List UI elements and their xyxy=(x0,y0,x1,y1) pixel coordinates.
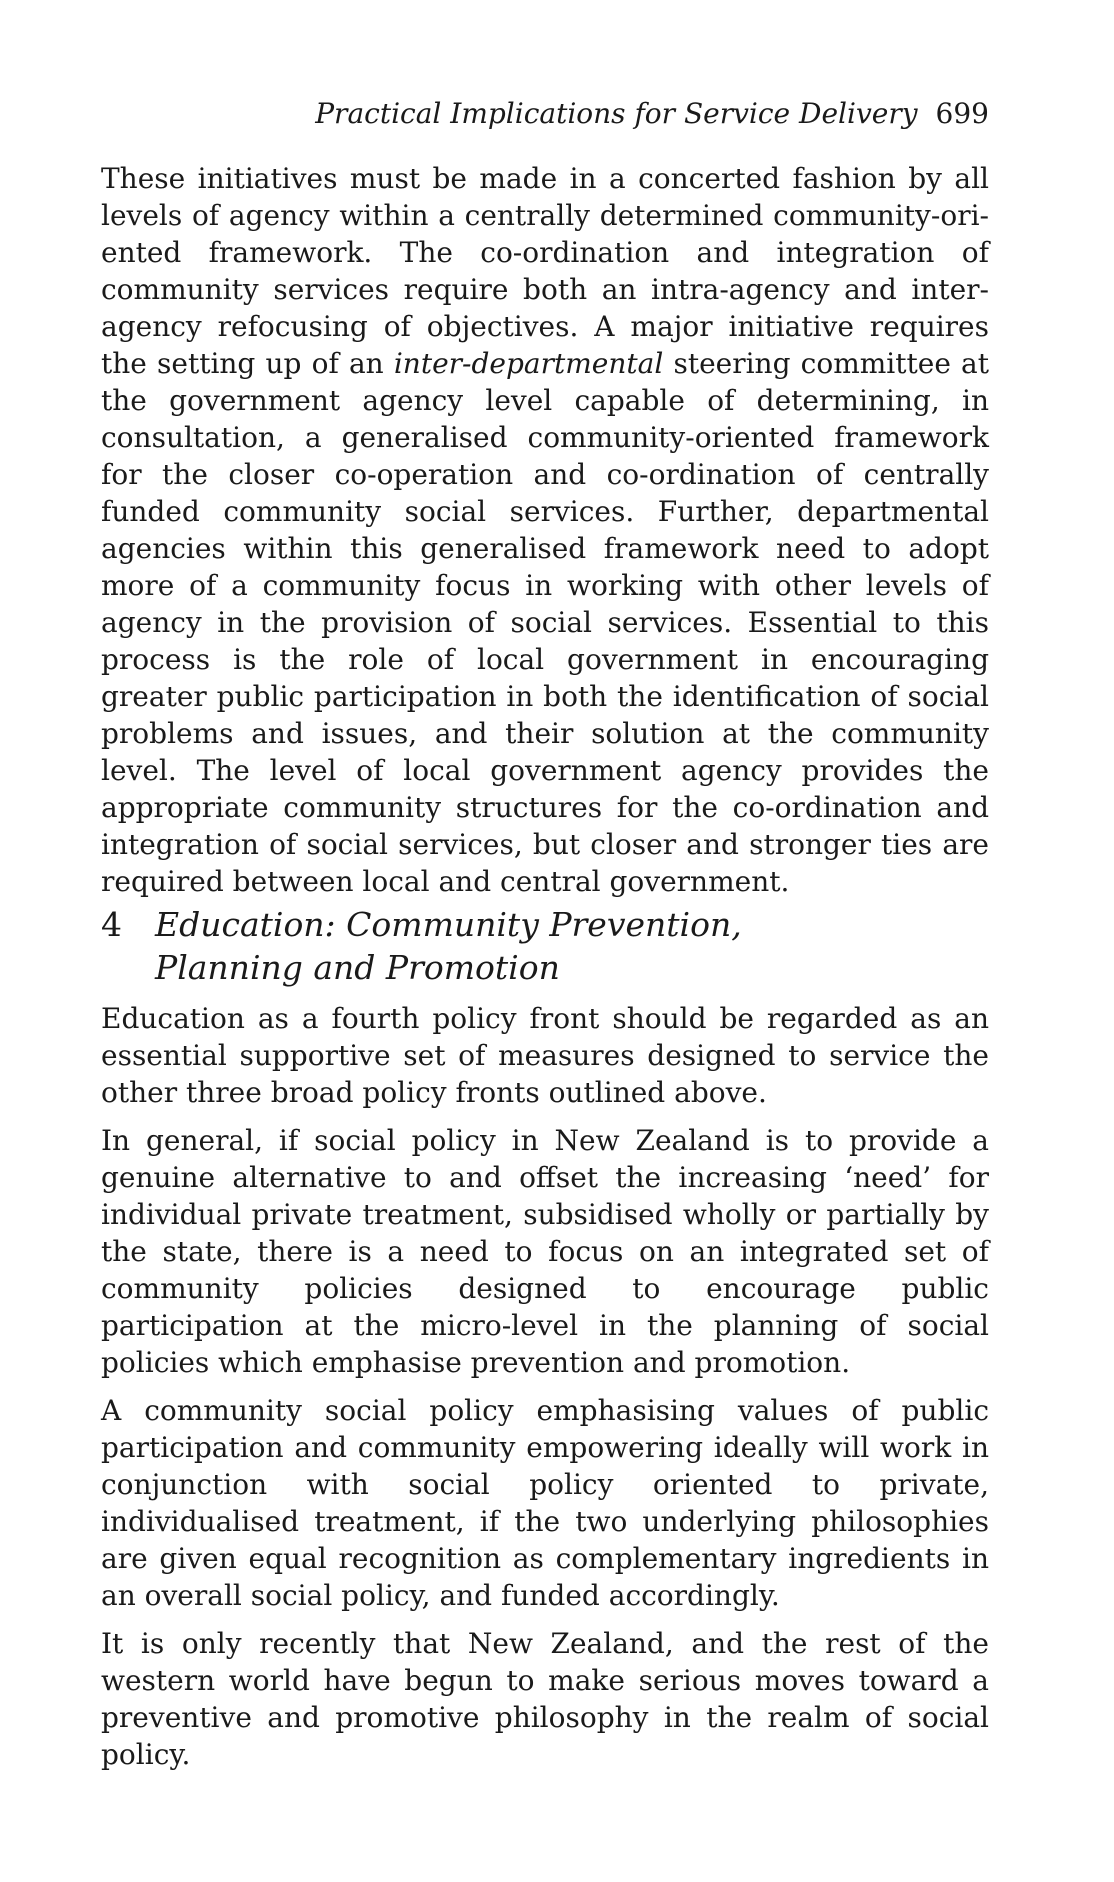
paragraph-text: steering committee at the government agency level capable of determining, in consultation, a generalised community-oriented framework for the closer co-operation and co-ordination of centrally funded community social services. Further, departmental agencies within this generalised framework need to adopt more of a community focus in working with other levels of agency in the provision of social services. Essential to this process is the role of local government in encouraging greater public participation in both the identification of social problems and issues, and their solution at the community level. The level of local government agency provides the appropriate community structures for the co-ordination and integration of social services, but closer and stronger ties are required between local and central government. xyxy=(101,347,989,898)
running-head-title: Practical Implications for Service Delivery xyxy=(315,97,918,130)
paragraph-text: These initiatives must be made in a concerted fashion by all levels of agency within a centrally determined community-oriented framework. The co-ordination and integration of community services require both an intra-agency and inter-agency refocusing of objectives. A major initiative requires the setting up of an xyxy=(101,162,989,380)
section-title: Education: Community Prevention, Planning and Promotion xyxy=(155,905,742,987)
book-page xyxy=(101,0,989,1882)
paragraph: It is only recently that New Zealand, and the rest of the western world have begun to make serious moves toward a preventive and promotive philosophy in the realm of social policy. xyxy=(101,1627,989,1771)
section-number: 4 xyxy=(101,905,122,944)
section-heading xyxy=(101,903,989,989)
italic-term: inter-departmental xyxy=(393,347,664,380)
paragraph: A community social policy emphasising values of public participation and community empowering ideally will work in conjunction with social policy oriented to private, individualised treatment, if the two underlying philosophies are given equal recognition as complementary ingredients in an overall social policy, and funded accordingly. xyxy=(101,1394,989,1612)
running-head xyxy=(315,96,989,132)
body-text-top xyxy=(101,160,989,900)
paragraph: Education as a fourth policy front should be regarded as an essential supportive set of measures designed to service the other three broad policy fronts outlined above. xyxy=(101,1002,989,1109)
body-text-section-4 xyxy=(101,1000,989,1773)
paragraph: In general, if social policy in New Zealand is to provide a genuine alternative to and offset the increasing ‘need’ for individual private treatment, subsidised wholly or partially by the state, there is a need to focus on an integrated set of community policies designed to encourage public participation at the micro-level in the planning of social policies which emphasise prevention and promotion. xyxy=(101,1124,989,1379)
paragraph xyxy=(101,160,989,900)
page-number: 699 xyxy=(935,97,989,130)
